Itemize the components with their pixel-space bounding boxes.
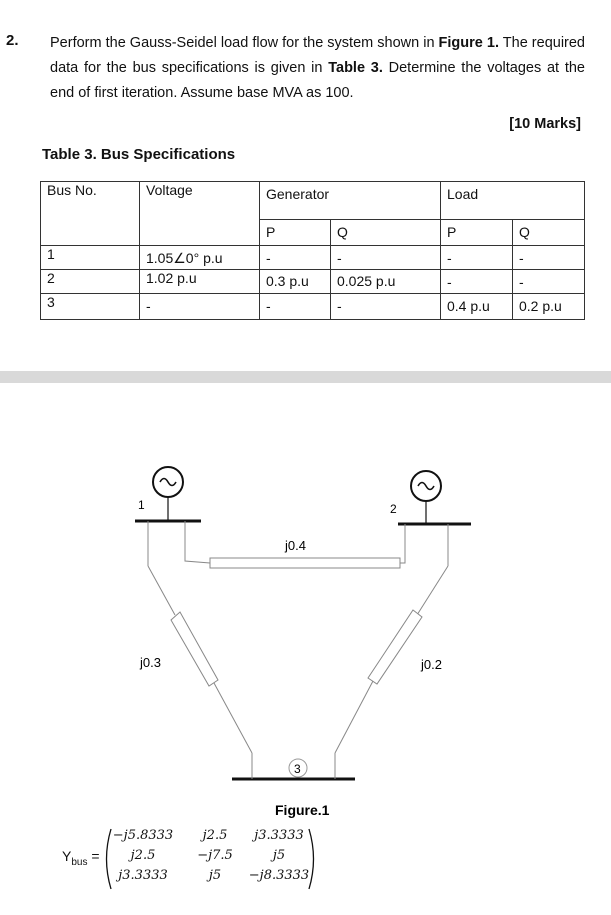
- figure-caption: Figure.1: [275, 802, 330, 818]
- cell-voltage: 1.05∠0° p.u: [140, 246, 260, 270]
- question-text: Perform the Gauss-Seidel load flow for the system shown in Figure 1. The required data for the bus specifications is given in Table 3. Determine the voltages at the end of first iteration. Assume base MVA as 100.: [50, 35, 585, 101]
- line-2-3-label: j0.2: [421, 657, 442, 672]
- cell-load-p: -: [441, 246, 513, 270]
- cell-gen-p: -: [260, 246, 331, 270]
- header-load: Load: [441, 182, 585, 220]
- generator-1-icon: [153, 467, 183, 521]
- cell-voltage: 1.02 p.u: [140, 270, 260, 294]
- bus-spec-table: [40, 181, 585, 320]
- header-load-q: Q: [513, 220, 585, 246]
- bus-1-label: 1: [138, 498, 145, 512]
- power-system-diagram: [0, 383, 611, 823]
- ybus-matrix: −j5.8333 j2.5 j3.3333 j2.5 −j7.5 j5 j3.3333 j5 −j8.3333: [100, 828, 320, 890]
- header-bus-no: Bus No.: [41, 182, 140, 246]
- generator-2-icon: [411, 471, 441, 524]
- line-1-3-label: j0.3: [140, 655, 161, 670]
- table-row: [41, 270, 585, 294]
- cell-voltage: -: [140, 294, 260, 320]
- cell-bus: 3: [41, 294, 140, 320]
- cell-load-q: 0.2 p.u: [513, 294, 585, 320]
- header-generator: Generator: [260, 182, 441, 220]
- header-load-p: P: [441, 220, 513, 246]
- cell-bus: 2: [41, 270, 140, 294]
- cell-gen-p: -: [260, 294, 331, 320]
- cell-load-p: 0.4 p.u: [441, 294, 513, 320]
- header-gen-q: Q: [331, 220, 441, 246]
- bus-3-label: 3: [294, 762, 301, 776]
- line-1-2-label: j0.4: [285, 538, 306, 553]
- cell-load-p: -: [441, 270, 513, 294]
- question-number: 2.: [6, 32, 19, 49]
- cell-gen-q: -: [331, 246, 441, 270]
- ybus-label: $Y_{bus}$ =: [62, 848, 100, 868]
- cell-gen-p: 0.3 p.u: [260, 270, 331, 294]
- table-row: [41, 294, 585, 320]
- cell-load-q: -: [513, 246, 585, 270]
- cell-gen-q: -: [331, 294, 441, 320]
- bus-2-label: 2: [390, 502, 397, 516]
- cell-bus: 1: [41, 246, 140, 270]
- header-voltage: Voltage: [140, 182, 260, 246]
- page-divider: [0, 371, 611, 383]
- header-gen-p: P: [260, 220, 331, 246]
- table-caption: Table 3. Bus Specifications: [42, 146, 236, 163]
- cell-load-q: -: [513, 270, 585, 294]
- marks-label: [10 Marks]: [509, 116, 581, 132]
- cell-gen-q: 0.025 p.u: [331, 270, 441, 294]
- table-row: [41, 246, 585, 270]
